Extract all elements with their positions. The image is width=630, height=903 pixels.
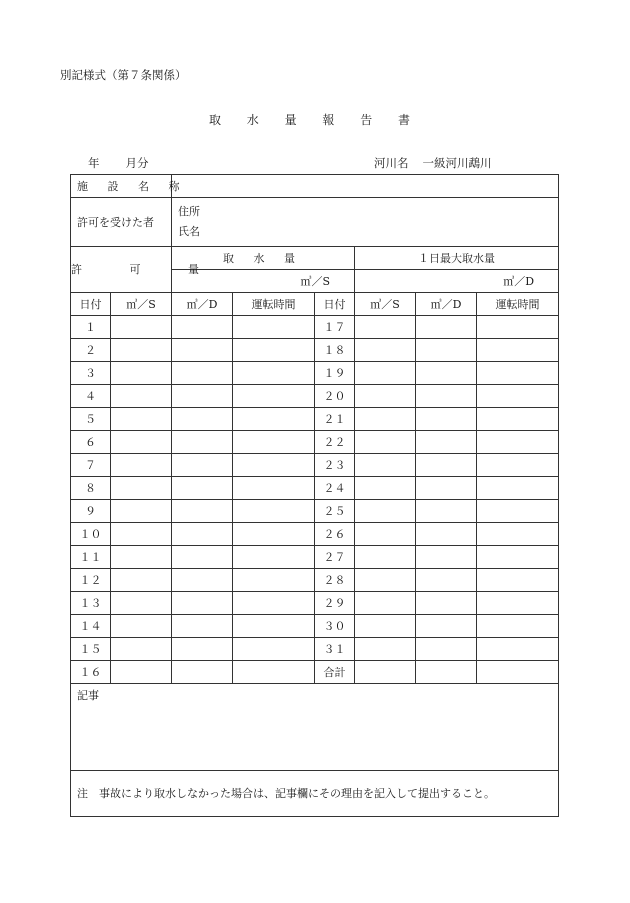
- operating-hours-cell[interactable]: [233, 385, 315, 408]
- m3s-cell[interactable]: [355, 477, 416, 500]
- day-cell: ２７: [315, 546, 355, 569]
- operating-hours-cell[interactable]: [477, 615, 559, 638]
- m3d-cell[interactable]: [172, 362, 233, 385]
- table-row: [71, 477, 559, 500]
- table-row: [71, 454, 559, 477]
- m3s-cell[interactable]: [111, 408, 172, 431]
- m3s-cell[interactable]: [111, 523, 172, 546]
- permit-amount-row-1: [71, 247, 559, 270]
- day-cell: ２６: [315, 523, 355, 546]
- day-cell: ８: [71, 477, 111, 500]
- m3s-cell[interactable]: [355, 385, 416, 408]
- m3s-cell[interactable]: [355, 523, 416, 546]
- day-cell: ２９: [315, 592, 355, 615]
- table-row: [71, 408, 559, 431]
- m3d-cell[interactable]: [416, 431, 477, 454]
- m3s-cell[interactable]: [111, 339, 172, 362]
- operating-hours-cell[interactable]: [477, 385, 559, 408]
- remarks-label: 記事: [77, 689, 99, 702]
- operating-hours-cell[interactable]: [233, 362, 315, 385]
- day-cell: ５: [71, 408, 111, 431]
- m3s-cell[interactable]: [355, 408, 416, 431]
- m3s-cell[interactable]: [355, 615, 416, 638]
- m3d-cell[interactable]: [172, 408, 233, 431]
- operating-hours-cell[interactable]: [477, 454, 559, 477]
- day-cell: ６: [71, 431, 111, 454]
- col-m3d: ㎥／D: [172, 293, 233, 316]
- operating-hours-cell[interactable]: [233, 661, 315, 684]
- col-operating-hours: 運転時間: [233, 293, 315, 316]
- m3d-cell[interactable]: [416, 661, 477, 684]
- river-name: [374, 155, 492, 171]
- intake-unit-cell[interactable]: ㎥／S: [172, 270, 355, 293]
- day-cell: １８: [315, 339, 355, 362]
- m3d-cell[interactable]: [416, 316, 477, 339]
- address-label: 住所: [178, 205, 200, 218]
- m3s-cell[interactable]: [111, 477, 172, 500]
- col-m3s: ㎥／S: [355, 293, 416, 316]
- max-daily-unit-cell[interactable]: ㎥／D: [355, 270, 559, 293]
- m3s-cell[interactable]: [355, 339, 416, 362]
- table-row: [71, 431, 559, 454]
- m3d-cell[interactable]: [416, 339, 477, 362]
- m3s-cell[interactable]: [111, 454, 172, 477]
- day-cell: ２２: [315, 431, 355, 454]
- operating-hours-cell[interactable]: [233, 615, 315, 638]
- total-label-cell: 合計: [315, 661, 355, 684]
- day-cell: １５: [71, 638, 111, 661]
- day-cell: ２５: [315, 500, 355, 523]
- day-cell: １: [71, 316, 111, 339]
- remarks-field[interactable]: [71, 684, 559, 771]
- operating-hours-cell[interactable]: [477, 500, 559, 523]
- m3d-cell[interactable]: [172, 385, 233, 408]
- operating-hours-cell[interactable]: [477, 592, 559, 615]
- m3d-cell[interactable]: [172, 523, 233, 546]
- day-cell: １７: [315, 316, 355, 339]
- operating-hours-cell[interactable]: [477, 316, 559, 339]
- m3d-cell[interactable]: [172, 546, 233, 569]
- operating-hours-cell[interactable]: [233, 523, 315, 546]
- operating-hours-cell[interactable]: [233, 546, 315, 569]
- day-cell: ３１: [315, 638, 355, 661]
- note-row: [71, 771, 559, 817]
- facility-label: 施 設 名 称: [71, 175, 172, 198]
- form-number-label: 別記様式（第７条関係）: [60, 68, 187, 82]
- table-row: [71, 362, 559, 385]
- table-row: [71, 500, 559, 523]
- col-day: 日付: [71, 293, 111, 316]
- day-cell: ９: [71, 500, 111, 523]
- day-cell: ２１: [315, 408, 355, 431]
- m3s-cell[interactable]: [355, 431, 416, 454]
- operating-hours-cell[interactable]: [477, 546, 559, 569]
- col-m3d: ㎥／D: [416, 293, 477, 316]
- operating-hours-cell[interactable]: [233, 316, 315, 339]
- table-row: [71, 592, 559, 615]
- day-cell: １１: [71, 546, 111, 569]
- m3s-cell[interactable]: [355, 592, 416, 615]
- m3s-cell[interactable]: [111, 316, 172, 339]
- operating-hours-cell[interactable]: [477, 661, 559, 684]
- operating-hours-cell[interactable]: [477, 477, 559, 500]
- day-cell: ４: [71, 385, 111, 408]
- permittee-info[interactable]: [172, 198, 559, 247]
- m3s-cell[interactable]: [355, 661, 416, 684]
- permittee-label: 許可を受けた者: [71, 198, 172, 247]
- m3d-cell[interactable]: [172, 477, 233, 500]
- permit-amount-label: 許 可 量: [71, 247, 172, 293]
- day-cell: ２４: [315, 477, 355, 500]
- river-label: 河川名: [374, 156, 409, 170]
- max-daily-header: １日最大取水量: [355, 247, 559, 270]
- month-label: 月分: [125, 156, 149, 170]
- remarks-row: [71, 684, 559, 771]
- m3s-cell[interactable]: [111, 569, 172, 592]
- day-cell: １０: [71, 523, 111, 546]
- operating-hours-cell[interactable]: [233, 454, 315, 477]
- m3d-cell[interactable]: [416, 500, 477, 523]
- m3d-cell[interactable]: [416, 454, 477, 477]
- operating-hours-cell[interactable]: [477, 408, 559, 431]
- m3d-cell[interactable]: [416, 477, 477, 500]
- table-row: [71, 569, 559, 592]
- m3d-cell[interactable]: [172, 454, 233, 477]
- day-cell: ２８: [315, 569, 355, 592]
- m3d-cell[interactable]: [416, 362, 477, 385]
- facility-input[interactable]: [172, 175, 559, 198]
- operating-hours-cell[interactable]: [233, 477, 315, 500]
- m3s-cell[interactable]: [355, 316, 416, 339]
- m3d-cell[interactable]: [416, 385, 477, 408]
- day-cell: １６: [71, 661, 111, 684]
- m3s-cell[interactable]: [355, 546, 416, 569]
- m3s-cell[interactable]: [111, 661, 172, 684]
- m3d-cell[interactable]: [416, 592, 477, 615]
- day-cell: ３０: [315, 615, 355, 638]
- operating-hours-cell[interactable]: [233, 569, 315, 592]
- m3s-cell[interactable]: [355, 362, 416, 385]
- col-m3s: ㎥／S: [111, 293, 172, 316]
- day-cell: １２: [71, 569, 111, 592]
- name-label: 氏名: [178, 225, 200, 238]
- operating-hours-cell[interactable]: [233, 638, 315, 661]
- operating-hours-cell[interactable]: [233, 408, 315, 431]
- table-row: [71, 638, 559, 661]
- page-title: 取 水 量 報 告 書: [208, 113, 422, 127]
- table-row: [71, 661, 559, 684]
- m3s-cell[interactable]: [111, 638, 172, 661]
- day-cell: ２: [71, 339, 111, 362]
- m3d-cell[interactable]: [172, 592, 233, 615]
- table-row: [71, 339, 559, 362]
- day-cell: １３: [71, 592, 111, 615]
- note-text: 注 事故により取水しなかった場合は、記事欄にその理由を記入して提出すること。: [71, 771, 559, 817]
- table-row: [71, 385, 559, 408]
- table-row: [71, 523, 559, 546]
- intake-header: 取 水 量: [172, 247, 355, 270]
- year-month-label: [88, 155, 149, 171]
- permittee-row: [71, 198, 559, 247]
- m3s-cell[interactable]: [355, 454, 416, 477]
- operating-hours-cell[interactable]: [477, 569, 559, 592]
- m3d-cell[interactable]: [172, 316, 233, 339]
- col-operating-hours: 運転時間: [477, 293, 559, 316]
- operating-hours-cell[interactable]: [233, 339, 315, 362]
- m3s-cell[interactable]: [355, 569, 416, 592]
- m3s-cell[interactable]: [111, 615, 172, 638]
- day-cell: ２３: [315, 454, 355, 477]
- table-row: [71, 615, 559, 638]
- m3s-cell[interactable]: [111, 592, 172, 615]
- facility-row: [71, 175, 559, 198]
- day-cell: ７: [71, 454, 111, 477]
- m3d-cell[interactable]: [416, 408, 477, 431]
- m3d-cell[interactable]: [172, 500, 233, 523]
- m3d-cell[interactable]: [416, 569, 477, 592]
- column-header-row: [71, 293, 559, 316]
- day-cell: ３: [71, 362, 111, 385]
- m3s-cell[interactable]: [355, 500, 416, 523]
- m3s-cell[interactable]: [111, 500, 172, 523]
- m3d-cell[interactable]: [172, 661, 233, 684]
- m3d-cell[interactable]: [172, 638, 233, 661]
- m3s-cell[interactable]: [111, 431, 172, 454]
- intake-report-table: [70, 174, 559, 817]
- day-cell: １９: [315, 362, 355, 385]
- m3d-cell[interactable]: [172, 615, 233, 638]
- m3d-cell[interactable]: [416, 546, 477, 569]
- river-value: 一級河川鵡川: [422, 156, 492, 170]
- m3d-cell[interactable]: [416, 638, 477, 661]
- col-day: 日付: [315, 293, 355, 316]
- table-row: [71, 546, 559, 569]
- year-label: 年: [88, 156, 100, 170]
- operating-hours-cell[interactable]: [233, 431, 315, 454]
- operating-hours-cell[interactable]: [477, 339, 559, 362]
- table-row: [71, 316, 559, 339]
- m3s-cell[interactable]: [355, 638, 416, 661]
- operating-hours-cell[interactable]: [233, 500, 315, 523]
- m3d-cell[interactable]: [172, 431, 233, 454]
- operating-hours-cell[interactable]: [477, 638, 559, 661]
- m3d-cell[interactable]: [416, 523, 477, 546]
- m3s-cell[interactable]: [111, 362, 172, 385]
- m3s-cell[interactable]: [111, 546, 172, 569]
- operating-hours-cell[interactable]: [477, 431, 559, 454]
- m3d-cell[interactable]: [416, 615, 477, 638]
- day-cell: ２０: [315, 385, 355, 408]
- operating-hours-cell[interactable]: [477, 523, 559, 546]
- day-cell: １４: [71, 615, 111, 638]
- operating-hours-cell[interactable]: [477, 362, 559, 385]
- m3d-cell[interactable]: [172, 569, 233, 592]
- m3s-cell[interactable]: [111, 385, 172, 408]
- m3d-cell[interactable]: [172, 339, 233, 362]
- operating-hours-cell[interactable]: [233, 592, 315, 615]
